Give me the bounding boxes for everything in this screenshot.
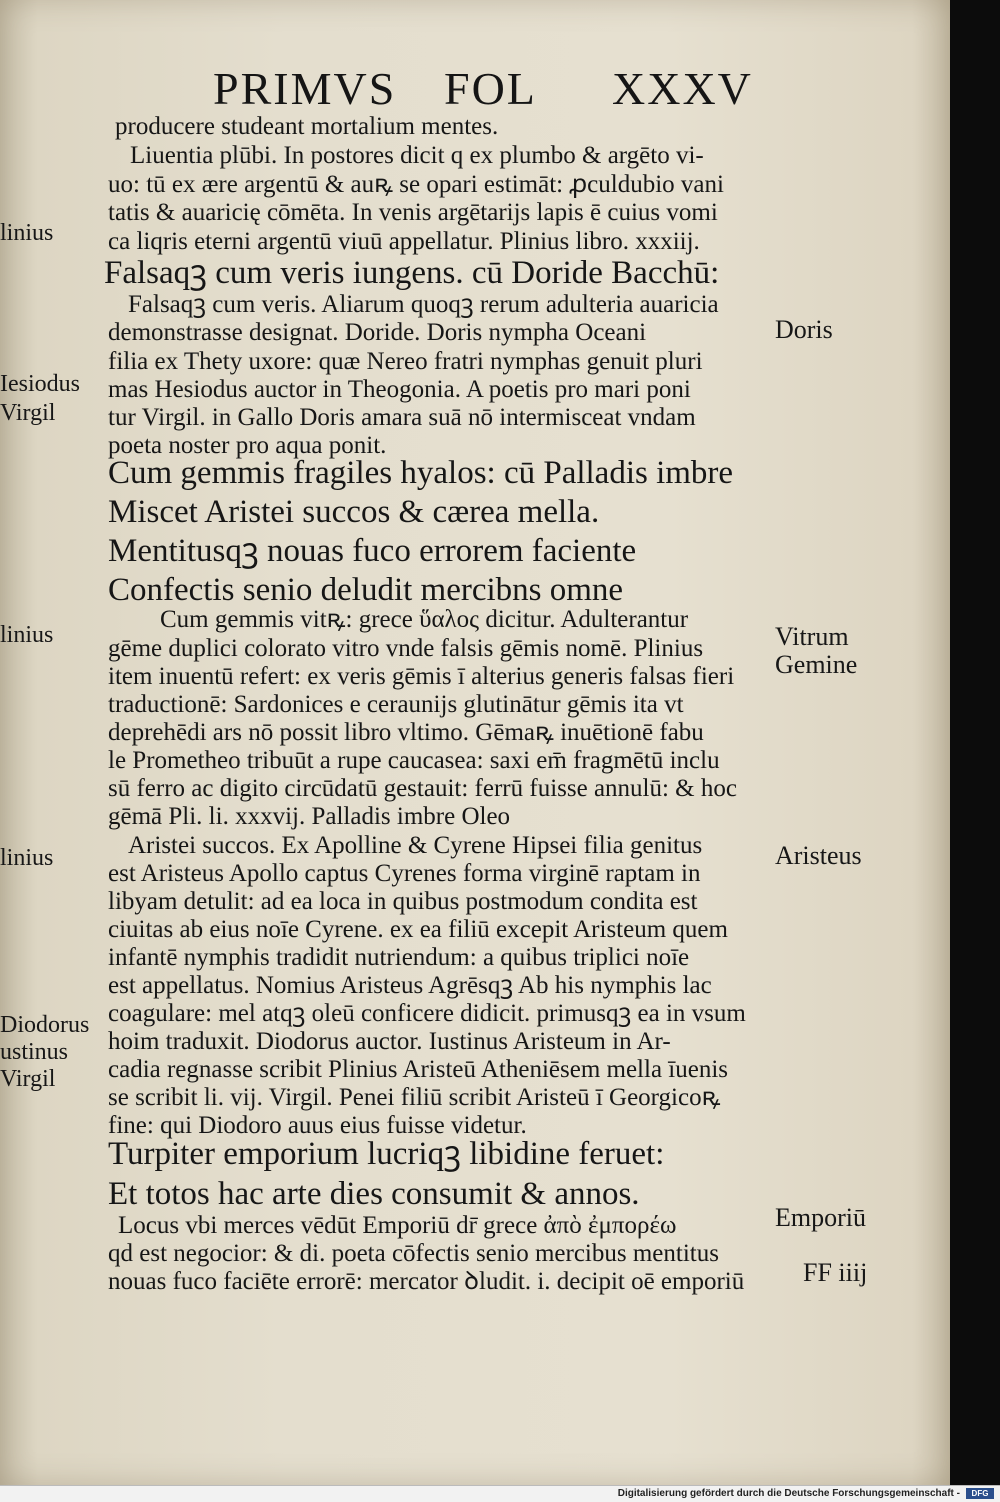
running-head-center: FOL [444, 63, 537, 114]
text-line: producere studeant mortalium mentes. [115, 113, 499, 140]
page-edge-shadow [950, 0, 1000, 1485]
text-line: item inuentū refert: ex veris gēmis ī alterius generis falsas fieri [108, 663, 735, 690]
text-line: Cum gemmis vitꝶ: grece ὕαλος dicitur. Adulterantur [160, 606, 689, 633]
text-line: tatis & auaricię cōmēta. In venis argētarijs lapis ē cuius vomi [108, 199, 718, 226]
verse-line: Turpiter emporium lucriqꝫ libidine feruet: [108, 1136, 665, 1172]
text-line: libyam detulit: ad ea loca in quibus postmodum condita est [108, 888, 698, 915]
text-line: ca liqris eterni argentū viuū appellatur. Plinius libro. xxxiij. [108, 228, 700, 255]
text-line: traductionē: Sardonices e ceraunijs glutinātur gēmis ita vt [108, 691, 684, 718]
margin-note-hesiodus: Iesiodus [0, 371, 80, 397]
text-line: hoim traduxit. Diodorus auctor. Iustinus Aristeum in Ar- [108, 1028, 671, 1055]
verse-line: Miscet Aristei succos & cærea mella. [108, 494, 600, 530]
running-head-left: PRIMVS [213, 63, 397, 114]
text-line: est Aristeus Apollo captus Cyrenes forma virginē raptam in [108, 860, 701, 887]
digitization-footer [0, 1485, 1000, 1502]
text-line: cadia regnasse scribit Plinius Aristeū Atheniēsem mella īuenis [108, 1056, 729, 1083]
text-line: deprehēdi ars nō possit libro vltimo. Gēmaꝶ inuētionē fabu [108, 719, 704, 746]
text-line: gēme duplici colorato vitro vnde falsis gēmis nomē. Plinius [108, 635, 704, 662]
margin-note-vitrum: Vitrum [775, 622, 849, 651]
text-line: infantē nymphis tradidit nutriendum: a quibus triplici noīe [108, 944, 690, 971]
verse-line: Cum gemmis fragiles hyalos: cū Palladis imbre [108, 455, 734, 491]
text-line: se scribit li. vij. Virgil. Penei filiū scribit Aristeū ī Georgicoꝶ [108, 1084, 721, 1111]
footer-credit: Digitalisierung gefördert durch die Deutsche Forschungsgemeinschaft - [617, 1488, 960, 1499]
text-line: gēmā Pli. li. xxxvij. Palladis imbre Oleo [108, 803, 511, 830]
margin-note-diodorus: Diodorus [0, 1012, 90, 1038]
text-line: coagulare: mel atqꝫ oleū conficere didicit. primusqꝫ ea in vsum [108, 1000, 746, 1027]
text-line: fine: qui Diodoro auus eius fuisse videtur. [108, 1112, 527, 1139]
margin-note-virgil: Virgil [0, 400, 56, 426]
text-line: Falsaqꝫ cum veris. Aliarum quoqꝫ rerum adulteria auaricia [128, 291, 719, 318]
margin-note-doris: Doris [775, 315, 833, 344]
signature-mark: FF iiij [803, 1258, 868, 1287]
verse-line: Et totos hac arte dies consumit & annos. [108, 1176, 640, 1212]
text-line: demonstrasse designat. Doride. Doris nympha Oceani [108, 319, 647, 346]
dfg-logo: DFG [966, 1488, 994, 1499]
text-line: qd est negocior: & di. poeta cōfectis senio mercibus mentitus [108, 1240, 719, 1267]
verse-line: Falsaqꝫ cum veris iungens. cū Doride Bacchū: [104, 255, 720, 291]
text-line: poeta noster pro aqua ponit. [108, 432, 387, 459]
margin-note-aristeus: Aristeus [775, 841, 862, 870]
margin-note-plinius: linius [0, 845, 54, 871]
text-line: mas Hesiodus auctor in Theogonia. A poetis pro mari poni [108, 376, 691, 403]
margin-note-emporium: Emporiū [775, 1203, 866, 1232]
folio-number: XXXV [612, 63, 753, 114]
text-line: le Prometheo tribuūt a rupe caucasea: saxi em̄ fragmētū inclu [108, 747, 720, 774]
text-line: Aristei succos. Ex Apolline & Cyrene Hipsei filia genitus [128, 832, 703, 859]
text-line: Locus vbi merces vēdūt Emporiū dr̄ grece ἀπὸ ἐμπορέω [118, 1212, 677, 1239]
text-line: Liuentia plūbi. In postores dicit q ex plumbo & argēto vi- [130, 142, 704, 169]
text-line: sū ferro ac digito circūdatū gestauit: ferrū fuisse annulū: & hoc [108, 775, 737, 802]
text-line: ciuitas ab eius noīe Cyrene. ex ea filiū excepit Aristeum quem [108, 916, 728, 943]
verse-line: Mentitusqꝫ nouas fuco errorem faciente [108, 533, 637, 569]
text-line: tur Virgil. in Gallo Doris amara suā nō intermisceat vndam [108, 404, 696, 431]
margin-note-plinius: linius [0, 220, 54, 246]
verse-line: Confectis senio deludit mercibns omne [108, 572, 624, 608]
text-line: est appellatus. Nomius Aristeus Agrēsqꝫ Ab his nymphis lac [108, 972, 712, 999]
margin-note-iustinus: ustinus [0, 1039, 69, 1065]
text-line: filia ex Thety uxore: quæ Nereo fratri nymphas genuit pluri [108, 348, 703, 375]
margin-note-plinius: linius [0, 622, 54, 648]
margin-note-virgil: Virgil [0, 1066, 56, 1092]
text-line: uo: tū ex ære argentū & auꝶ se opari estimāt: ꝓculdubio vani [108, 171, 724, 198]
margin-note-gemine: Gemine [775, 650, 858, 679]
text-line: nouas fuco faciēte errorē: mercator ꝺludit. i. decipit oē emporiū [108, 1268, 745, 1295]
